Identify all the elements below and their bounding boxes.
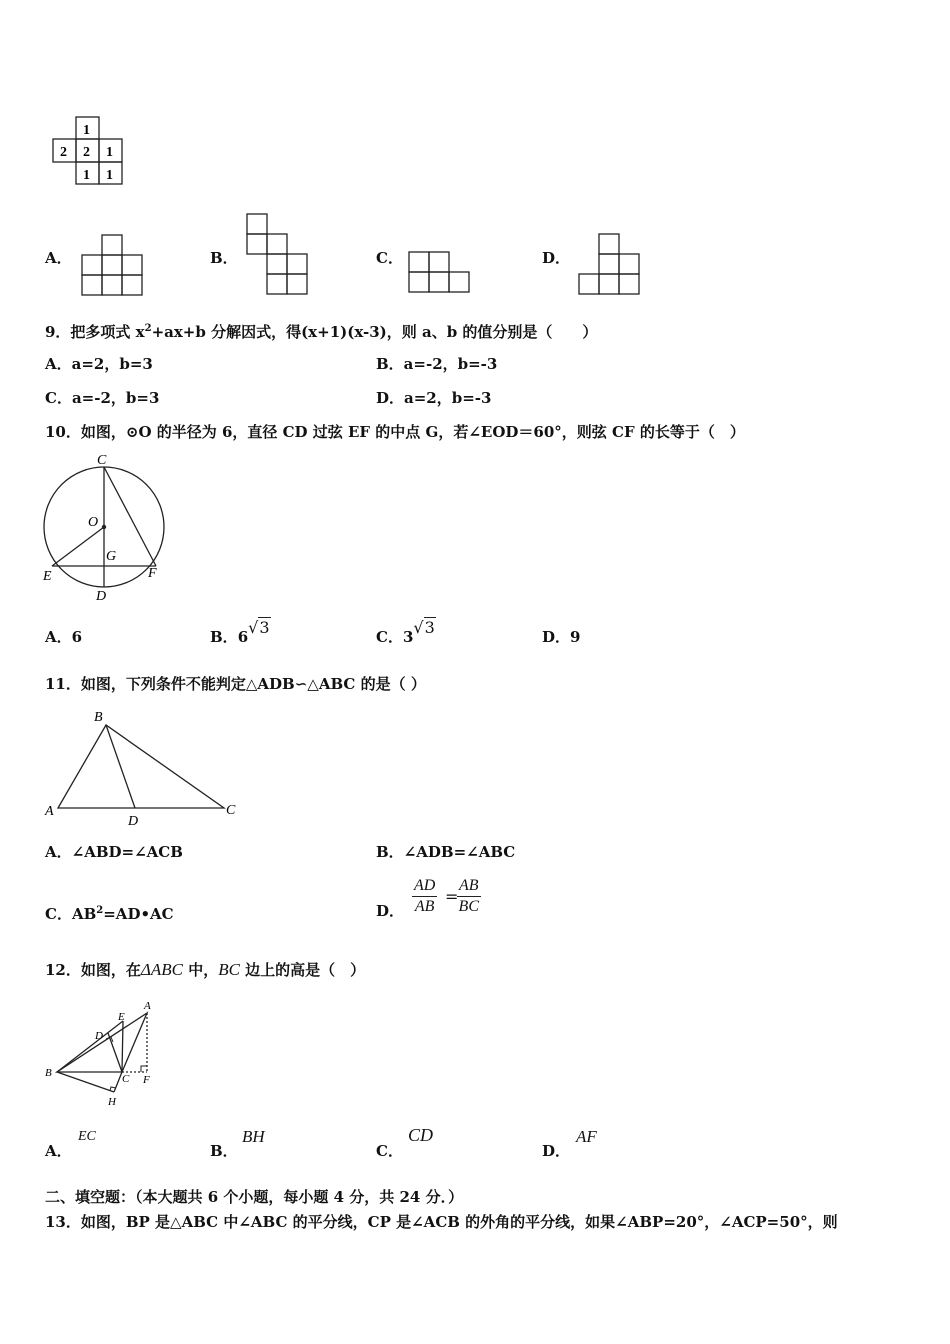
q11-option-d-equals: = (445, 887, 459, 906)
q12-stem-mid: 中， (182, 961, 219, 979)
net-label: 2 (60, 145, 67, 160)
q9-option-d: D．a=2，b=-3 (376, 389, 492, 407)
fraction-denominator: BC (458, 898, 479, 915)
fig-label-f: F (143, 1074, 150, 1086)
q9-option-a: A．a=2，b=3 (45, 355, 153, 373)
fig-label-a: A (45, 804, 54, 819)
q12-triangle-figure (40, 998, 165, 1113)
net-label: 2 (83, 145, 90, 160)
fig-label-g: G (106, 549, 117, 564)
q12-option-a-value: EC (78, 1129, 96, 1144)
q12-stem-triangle: ΔABC (140, 960, 183, 979)
q8-option-a-label: A． (45, 249, 72, 267)
q11-option-a: A．∠ABD=∠ACB (45, 843, 183, 861)
fig-label-d: D (95, 1030, 103, 1042)
q12-option-c-value: CD (408, 1125, 434, 1145)
fig-label-e: E (43, 569, 52, 584)
fig-label-d: D (96, 589, 107, 604)
q11-option-b: B．∠ADB=∠ABC (376, 843, 516, 861)
q8-option-c-figure (407, 250, 473, 296)
q10-option-a-value: 6 (71, 628, 83, 646)
q9-option-b: B．a=-2，b=-3 (376, 355, 498, 373)
q10-option-b (210, 618, 271, 646)
q10-option-c-label: C． (376, 628, 403, 646)
q8-net-figure (50, 115, 125, 187)
q11-option-d-fraction-1 (412, 876, 437, 917)
q8-option-a-figure (80, 233, 146, 299)
q10-option-a-label: A． (45, 628, 72, 646)
q9-stem-post: +ax+b 分解因式，得(x+1)(x-3)，则 a、b 的值分别是（ ） (151, 323, 598, 341)
q10-option-a (45, 628, 82, 646)
q11-triangle-figure (40, 705, 245, 830)
fig-label-h: H (108, 1096, 116, 1108)
q10-circle-figure (40, 450, 170, 605)
q13-stem: 13．如图，BP 是△ABC 中∠ABC 的平分线，CP 是∠ACB 的外角的平分线，如果∠ABP=20°，∠ACP=50°，则 (45, 1213, 838, 1231)
q10-option-c-radicand: 3 (424, 618, 435, 637)
q9-stem-pre: 9．把多项式 x (45, 323, 145, 341)
q9-stem (45, 320, 597, 341)
fig-label-a: A (144, 1000, 151, 1012)
fig-label-f: F (148, 566, 157, 581)
q10-option-c (376, 618, 436, 646)
net-label: 1 (83, 168, 90, 183)
q11-option-c (45, 902, 174, 923)
fraction-numerator: AD (412, 876, 437, 897)
q11-option-c-pre: C．AB (45, 905, 97, 923)
q10-option-b-label: B． (210, 628, 238, 646)
q11-option-c-post: =AD•AC (103, 905, 174, 923)
fig-label-b: B (94, 710, 103, 725)
fig-label-e: E (118, 1011, 125, 1023)
q10-option-d-label: D． (542, 628, 571, 646)
fraction-numerator: AB (457, 876, 481, 897)
q8-option-b-label: B． (210, 249, 238, 267)
q12-option-d-label: D． (542, 1142, 571, 1160)
q11-option-c-sup: 2 (96, 905, 104, 916)
q10-option-b-value: 6 (237, 628, 249, 646)
q10-option-d (542, 628, 580, 646)
q8-option-d-label: D． (542, 249, 571, 267)
q12-option-d-value: AF (576, 1127, 597, 1146)
fig-label-d: D (128, 814, 139, 829)
q12-option-b-label: B． (210, 1142, 238, 1160)
q10-option-c-value: 3 (402, 628, 414, 646)
q11-option-d-label: D． (376, 902, 405, 920)
q11-option-d-fraction-2 (457, 876, 481, 917)
fraction-denominator: AB (414, 898, 435, 915)
net-label: 1 (106, 168, 113, 183)
section-heading: 二、填空题：（本大题共 6 个小题，每小题 4 分，共 24 分．） (45, 1188, 464, 1206)
q12-stem-bc: BC (218, 960, 240, 979)
q12-option-c-label: C． (376, 1142, 403, 1160)
q12-stem-post: 边上的高是（ ） (239, 961, 366, 979)
fig-label-c: C (97, 453, 107, 468)
fig-label-o: O (88, 515, 99, 530)
q12-option-b-value: BH (242, 1127, 265, 1146)
q10-stem: 10．如图，⊙O 的半径为 6，直径 CD 过弦 EF 的中点 G，若∠EOD＝60°，则弦 CF 的长等于（ ） (45, 423, 745, 441)
fig-label-c: C (122, 1073, 130, 1085)
fig-label-c: C (226, 803, 236, 818)
q8-option-c-label: C． (376, 249, 403, 267)
q10-option-b-radicand: 3 (259, 618, 270, 637)
q8-option-d-figure (577, 232, 643, 298)
q10-option-c-radical: √3 (413, 618, 435, 637)
q10-option-b-radical: √3 (248, 618, 270, 637)
fig-label-b: B (45, 1067, 52, 1079)
q12-option-a-label: A． (45, 1142, 72, 1160)
net-label: 1 (106, 145, 113, 160)
net-label: 1 (83, 123, 90, 138)
q9-option-c: C．a=-2，b=3 (45, 389, 160, 407)
q12-stem-pre: 12．如图，在 (45, 961, 141, 979)
q12-stem (45, 961, 365, 979)
q9-stem-sup: 2 (144, 323, 152, 334)
q11-stem: 11．如图，下列条件不能判定△ADB∽△ABC 的是（ ） (45, 675, 426, 693)
q8-option-b-figure (245, 212, 311, 300)
q10-option-d-value: 9 (570, 628, 581, 646)
